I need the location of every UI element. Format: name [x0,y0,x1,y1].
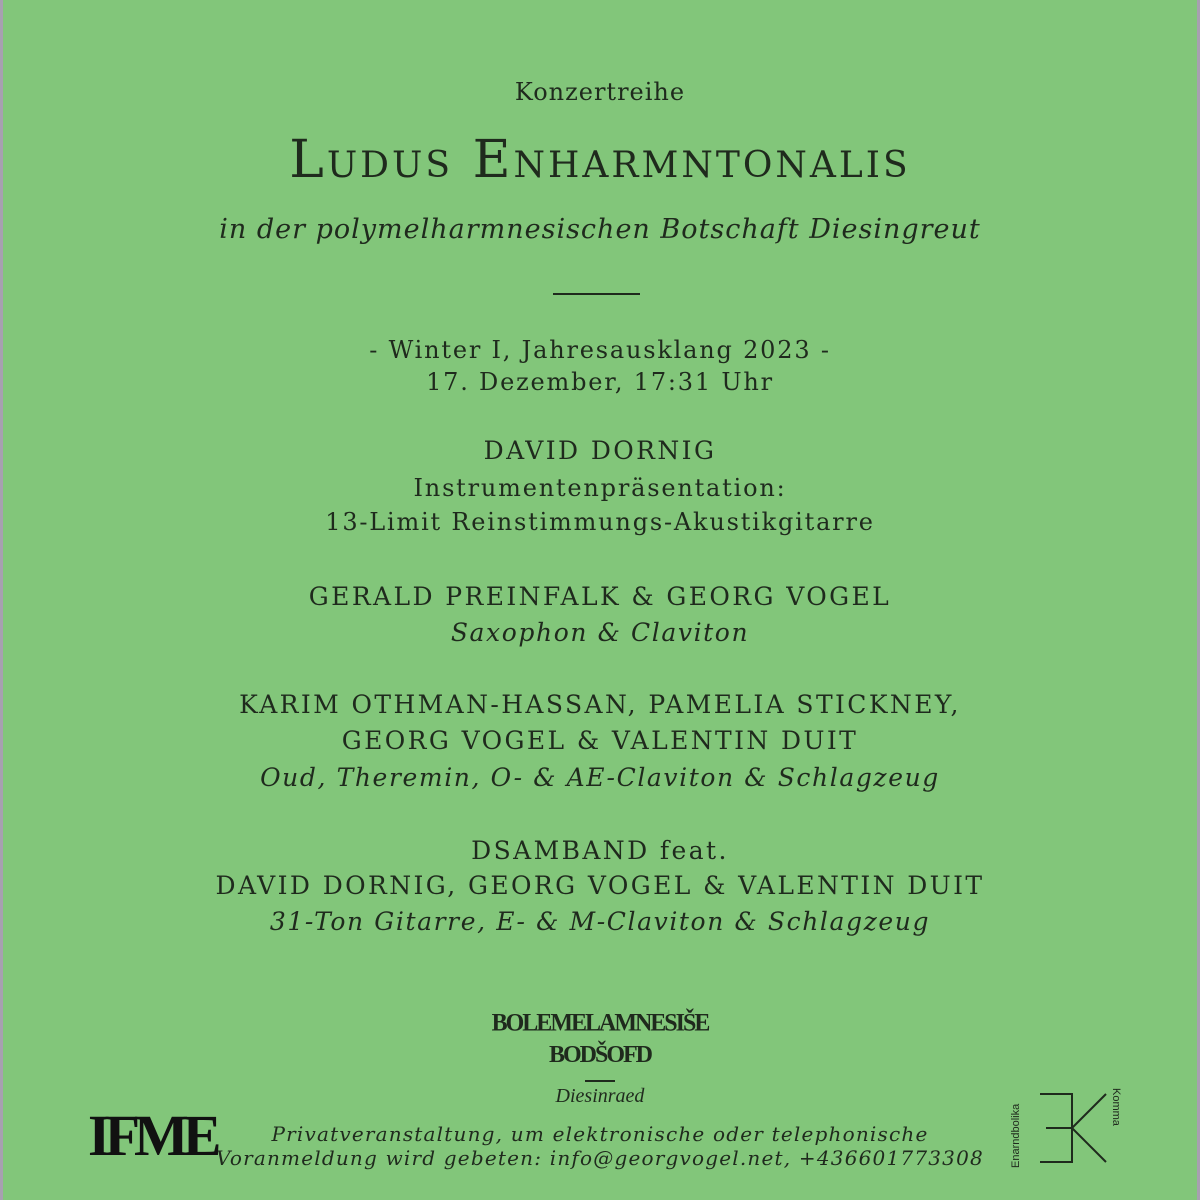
footer-contact: Voranmeldung wird gebeten: info@georgvogel.net, +436601773308 [216,1146,984,1170]
subtitle: in der polymelharmnesischen Botschaft Diesingreut [219,214,981,245]
performer-name: KARIM OTHMAN-HASSAN, PAMELIA STICKNEY, [239,690,961,719]
logo-divider [585,1080,615,1082]
performer-name: GEORG VOGEL & VALENTIN DUIT [341,726,859,755]
instrument-list: 31-Ton Gitarre, E- & M-Claviton & Schlagzeug [269,907,931,936]
series-label: Konzertreihe [514,78,686,106]
event-season: - Winter I, Jahresausklang 2023 - [369,336,831,364]
ek-logo-icon [1030,1088,1120,1168]
ek-logo-side-text: Enarndbolika [1010,1103,1022,1168]
embassy-logo-line2: BODŠOFD [548,1042,651,1068]
embassy-logo-line3: Diesinraed [555,1085,645,1107]
footer-note: Privatveranstaltung, um elektronische oder telephonische [271,1122,929,1146]
performer-name: DSAMBAND feat. [471,836,729,865]
embassy-logo-line1: BOLEMELAMNESIŠE [491,1009,709,1037]
instrument-list: Saxophon & Claviton [450,618,750,647]
performance-desc: Instrumentenpräsentation: [413,474,787,502]
performer-name: GERALD PREINFALK & GEORG VOGEL [308,582,892,611]
event-datetime: 17. Dezember, 17:31 Uhr [426,368,774,396]
ifme-logo: IFME [88,1103,216,1168]
page-title: Ludus Enharmntonalis [289,130,911,190]
performance-desc: 13-Limit Reinstimmungs-Akustikgitarre [325,508,875,536]
performer-name: DAVID DORNIG [483,436,717,465]
divider [553,293,640,295]
instrument-list: Oud, Theremin, O- & AE-Claviton & Schlagzeug [260,763,940,792]
ek-logo-side-text: Komma [1110,1088,1122,1126]
performer-name: DAVID DORNIG, GEORG VOGEL & VALENTIN DUIT [215,871,985,900]
